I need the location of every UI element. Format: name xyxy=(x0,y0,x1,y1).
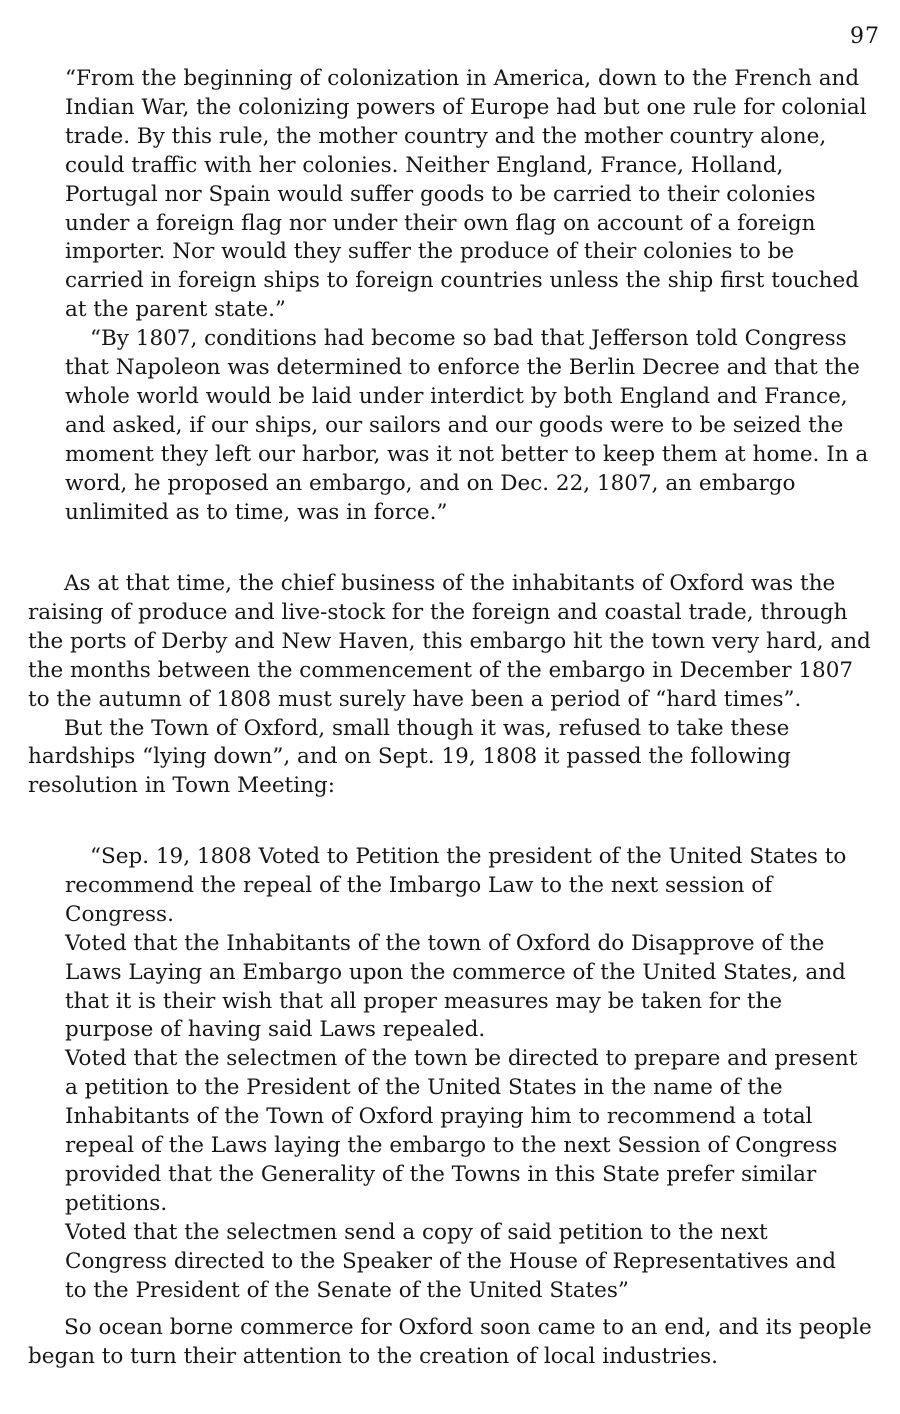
resolution-vote-selectmen-petition: Voted that the selectmen of the town be directed to prepare and present a petition to the President of the United States in the name of the Inhabitants of the Town of Oxford praying him to recommend a total repeal of the Laws laying the embargo to the next Session of Congress provided that the Generality of the Towns in this State prefer similar petitions. xyxy=(65,1046,858,1216)
quote-paragraph-colonial-trade: “From the beginning of colonization in America, down to the French and Indian War, the colonizing powers of Europe had but one rule for colonial trade. By this rule, the mother country and the mother country alone, could traffic with her colonies. Neither England, France, Holland, Portugal nor Spain would suffer goods to be carried to their colonies under a foreign flag nor under their own flag on account of a foreign importer. Nor would they suffer the produce of their colonies to be carried in foreign ships to foreign countries unless the ship first touched at the parent state.” xyxy=(65,66,867,323)
quote-paragraph-jefferson-embargo: “By 1807, conditions had become so bad that Jefferson told Congress that Napoleon was determined to enforce the Berlin Decree and that the whole world would be laid under interdict by both England and France, and asked, if our ships, our sailors and our goods were to be seized the moment they left our harbor, was it not better to keep them at home. In a word, he proposed an embargo, and on Dec. 22, 1807, an embargo unlimited as to time, was in force.” xyxy=(65,326,869,525)
quoted-history-block xyxy=(65,65,877,528)
resolution-vote-disapprove: Voted that the Inhabitants of the town of Oxford do Disapprove of the Laws Laying an Embargo upon the commerce of the United States, and that it is their wish that all proper measures may be taken for the purpose of having said Laws repealed. xyxy=(65,930,846,1043)
resolution-vote-petition: “Sep. 19, 1808 Voted to Petition the president of the United States to recommend the repeal of the Imbargo Law to the next session of Congress. xyxy=(65,844,847,927)
resolution-vote-send-copy: Voted that the selectmen send a copy of said petition to the next Congress directed to the Speaker of the House of Representatives and to the President of the Senate of the United States” xyxy=(65,1219,836,1303)
closing-paragraph: So ocean borne commerce for Oxford soon came to an end, and its people began to turn their attention to the creation of local industries. xyxy=(28,1315,872,1369)
closing-block xyxy=(28,1314,878,1372)
page-number: 97 xyxy=(850,24,880,49)
narrative-block xyxy=(28,570,878,801)
narrative-paragraph-town-response: But the Town of Oxford, small though it was, refused to take these hardships “lying down”, and on Sept. 19, 1808 it passed the following resolution in Town Meeting: xyxy=(28,715,791,799)
town-meeting-resolution xyxy=(65,843,860,1306)
narrative-paragraph-oxford-trade: As at that time, the chief business of the inhabitants of Oxford was the raising of produce and live-stock for the foreign and coastal trade, through the ports of Derby and New Haven, this embargo hit the town very hard, and the months between the commencement of the embargo in December 1807 to the autumn of 1808 must surely have been a period of “hard times”. xyxy=(28,571,871,712)
